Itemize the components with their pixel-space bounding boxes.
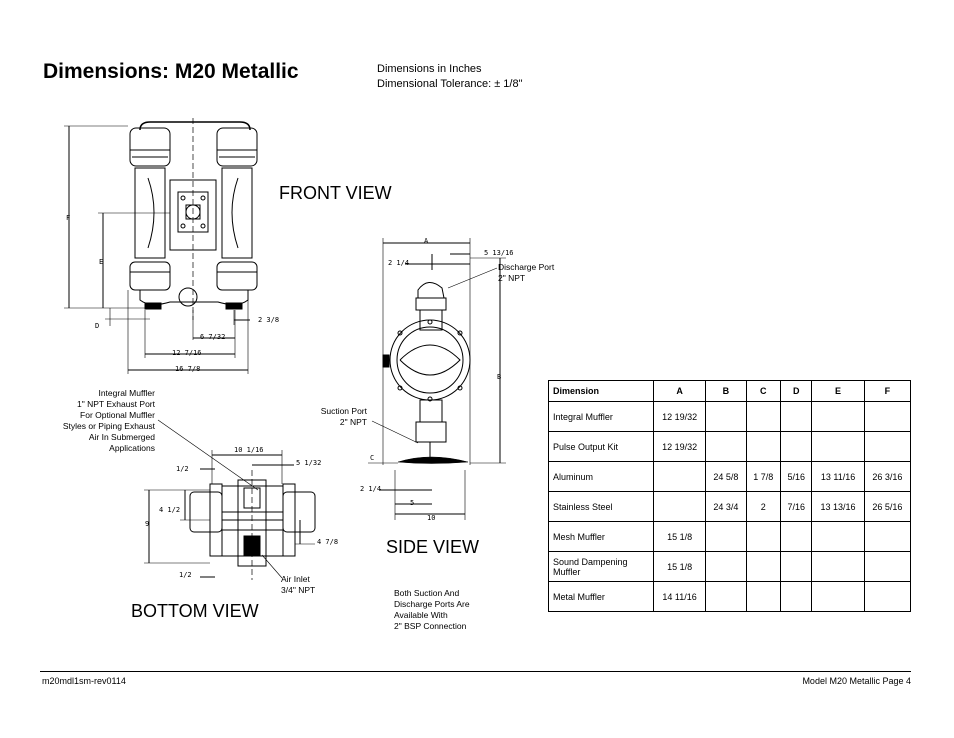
table-cell [780, 552, 811, 582]
table-cell: Sound Dampening Muffler [549, 552, 654, 582]
dim-label-2-3-8: 2 3/8 [258, 316, 280, 324]
table-cell [780, 432, 811, 462]
table-cell [746, 432, 780, 462]
dim-label-2-1-4-bottom: 2 1/4 [360, 485, 382, 493]
table-cell [812, 402, 864, 432]
table-cell: 5/16 [780, 462, 811, 492]
dim-label-10: 10 [427, 514, 436, 522]
table-cell: 15 1/8 [654, 552, 706, 582]
dim-label-4-1-2: 4 1/2 [159, 506, 181, 514]
table-cell: Stainless Steel [549, 492, 654, 522]
muffler-line-3: For Optional Muffler [80, 410, 155, 420]
table-row [549, 462, 911, 492]
bottom-view-label: BOTTOM VIEW [131, 601, 259, 621]
table-row [549, 492, 911, 522]
bsp-line-3: Available With [394, 610, 448, 620]
page-footer: Model M20 Metallic Page 4 [802, 676, 911, 686]
muffler-line-6: Applications [109, 443, 155, 453]
table-cell [780, 522, 811, 552]
table-cell [864, 522, 910, 552]
table-cell [706, 432, 746, 462]
dim-label-5-13-16: 5 13/16 [484, 249, 514, 257]
table-cell: 26 3/16 [864, 462, 910, 492]
header-c: C [746, 381, 780, 402]
air-inlet-text: Air Inlet [281, 574, 310, 584]
table-cell: Mesh Muffler [549, 522, 654, 552]
table-cell: 12 19/32 [654, 402, 706, 432]
table-cell [746, 582, 780, 612]
header-e: E [812, 381, 864, 402]
table-cell: 7/16 [780, 492, 811, 522]
bsp-line-2: Discharge Ports Are [394, 599, 470, 609]
units-note: Dimensions in Inches [377, 63, 482, 75]
air-inlet-size: 3/4" NPT [281, 585, 316, 595]
table-cell [654, 462, 706, 492]
table-cell [812, 432, 864, 462]
table-cell: Metal Muffler [549, 582, 654, 612]
table-cell [864, 402, 910, 432]
dim-label-5: 5 [410, 499, 415, 507]
table-cell [812, 522, 864, 552]
table-cell [864, 432, 910, 462]
tolerance-text: Dimensional Tolerance: ± 1/8" [377, 78, 523, 90]
side-view-drawing [368, 238, 506, 520]
footer-divider [40, 671, 911, 672]
table-cell: 15 1/8 [654, 522, 706, 552]
table-row [549, 402, 911, 432]
table-header-row [549, 381, 911, 402]
table-cell [706, 582, 746, 612]
table-cell: 12 19/32 [654, 432, 706, 462]
table-cell [746, 402, 780, 432]
table-cell [780, 402, 811, 432]
dim-label-c: C [370, 454, 375, 462]
muffler-line-2: 1" NPT Exhaust Port [77, 399, 155, 409]
table-cell [706, 402, 746, 432]
header-d: D [780, 381, 811, 402]
table-cell: Pulse Output Kit [549, 432, 654, 462]
suction-port-size: 2" NPT [339, 417, 367, 427]
table-cell: Aluminum [549, 462, 654, 492]
discharge-port-callout [498, 262, 554, 284]
muffler-line-1: Integral Muffler [98, 388, 155, 398]
dim-label-5-1-32: 5 1/32 [296, 459, 322, 467]
table-cell [654, 492, 706, 522]
dim-label-2-1-4-top: 2 1/4 [388, 259, 410, 267]
muffler-line-5: Air In Submerged [88, 432, 155, 442]
table-cell [864, 582, 910, 612]
table-cell: 26 5/16 [864, 492, 910, 522]
table-cell [706, 522, 746, 552]
table-row [549, 552, 911, 582]
discharge-port-text: Discharge Port [498, 262, 555, 272]
dim-label-4-7-8: 4 7/8 [317, 538, 339, 546]
bsp-line-1: Both Suction And [394, 588, 460, 598]
bsp-connection-note [394, 588, 470, 632]
table-cell: 1 7/8 [746, 462, 780, 492]
table-cell: 13 13/16 [812, 492, 864, 522]
dim-label-6-7-32: 6 7/32 [200, 333, 226, 341]
table-cell: Integral Muffler [549, 402, 654, 432]
table-cell [812, 552, 864, 582]
table-cell: 24 5/8 [706, 462, 746, 492]
integral-muffler-callout [40, 388, 155, 454]
dim-label-a: A [424, 237, 429, 245]
document-code: m20mdl1sm-rev0114 [42, 676, 126, 686]
discharge-port-size: 2" NPT [498, 273, 526, 283]
suction-port-text: Suction Port [320, 406, 367, 416]
dim-label-d: D [95, 322, 100, 330]
front-view-label: FRONT VIEW [279, 183, 392, 203]
dim-label-half-top: 1/2 [176, 465, 189, 473]
bsp-line-4: 2" BSP Connection [394, 621, 467, 631]
table-cell [746, 552, 780, 582]
dimension-table [548, 380, 911, 612]
header-dimension: Dimension [549, 381, 654, 402]
dim-label-16-7-8: 16 7/8 [175, 365, 201, 373]
table-cell [864, 552, 910, 582]
dim-label-12-7-16: 12 7/16 [172, 349, 202, 357]
dim-label-9: 9 [145, 520, 150, 528]
table-row [549, 582, 911, 612]
dim-label-e: E [99, 258, 104, 266]
table-cell [780, 582, 811, 612]
table-row [549, 522, 911, 552]
suction-port-callout [300, 406, 367, 428]
table-cell: 24 3/4 [706, 492, 746, 522]
table-cell [746, 522, 780, 552]
header-b: B [706, 381, 746, 402]
dim-label-f: F [66, 214, 71, 222]
front-view-drawing [64, 118, 257, 374]
table-cell [812, 582, 864, 612]
dim-label-half-bottom: 1/2 [179, 571, 192, 579]
header-f: F [864, 381, 910, 402]
header-a: A [654, 381, 706, 402]
muffler-line-4: Styles or Piping Exhaust [62, 421, 155, 431]
air-inlet-callout [281, 574, 315, 596]
bottom-view-drawing [144, 420, 315, 580]
table-cell: 13 11/16 [812, 462, 864, 492]
table-cell [706, 552, 746, 582]
page-title: Dimensions: M20 Metallic [43, 60, 299, 83]
dim-label-10-1-16: 10 1/16 [234, 446, 264, 454]
table-row [549, 432, 911, 462]
dim-label-b: B [497, 373, 502, 381]
table-cell: 14 11/16 [654, 582, 706, 612]
side-view-label: SIDE VIEW [386, 537, 480, 557]
table-cell: 2 [746, 492, 780, 522]
